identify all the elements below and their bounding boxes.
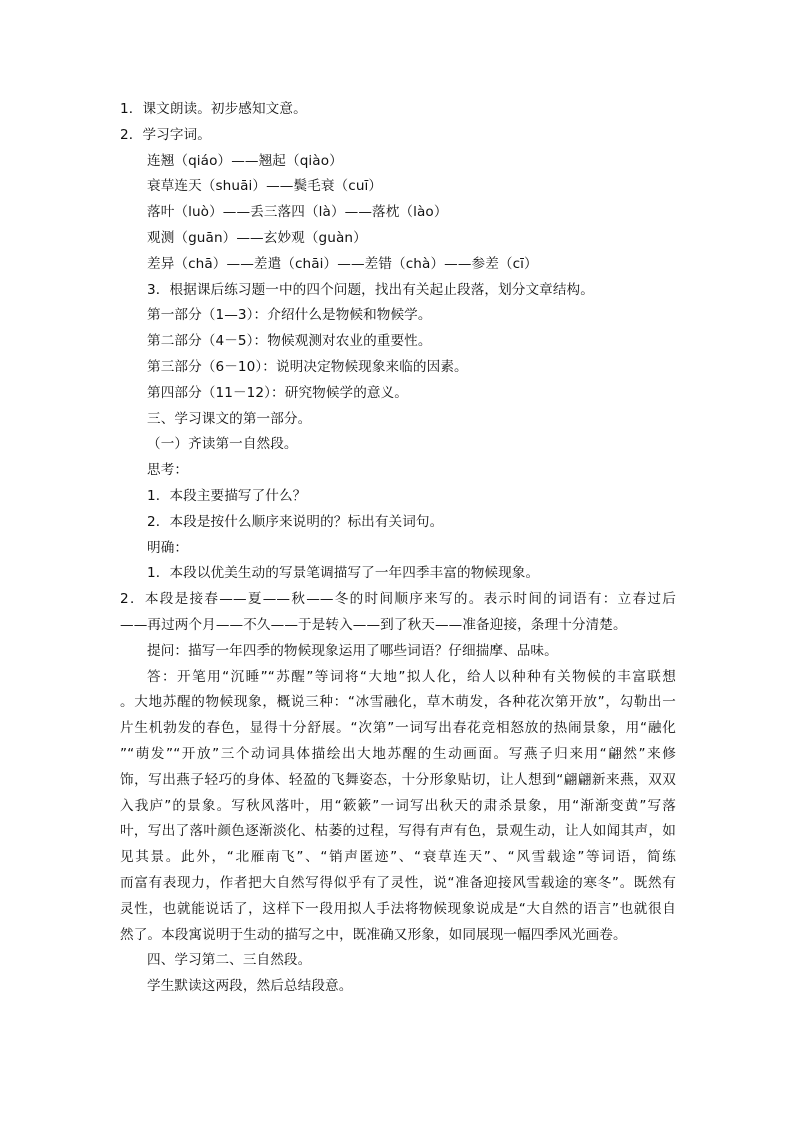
- text-line: 三、学习课文的第一部分。: [147, 410, 312, 427]
- text-line: 2．学习字词。: [120, 126, 211, 143]
- text-line: 第四部分（11－12）：研究物候学的意义。: [147, 384, 408, 401]
- text-line: 落叶（luò）——丢三落四（là）——落枕（lào）: [147, 204, 448, 221]
- text-line: 思考：: [147, 462, 189, 479]
- text-line: 1．本段主要描写了什么？: [147, 487, 307, 504]
- text-line: 四、学习第二、三自然段。: [147, 952, 312, 969]
- text-line: 入我庐”的景象。写秋风落叶，用“簌簌”一词写出秋天的肃杀景象，用“渐渐变黄”写落: [120, 797, 676, 814]
- text-line: 观测（guān）——玄妙观（guàn）: [147, 229, 367, 246]
- text-line: 片生机勃发的春色，显得十分舒展。“次第”一词写出春花竞相怒放的热闹景象，用“融化: [120, 720, 676, 737]
- text-line: 叶，写出了落叶颜色逐渐淡化、枯萎的过程，写得有声有色，景观生动，让人如闻其声，如: [120, 823, 676, 840]
- text-line: ——再过两个月——不久——于是转入——到了秋天——准备迎接，条理十分清楚。: [120, 616, 627, 633]
- text-line: 第二部分（4－5）：物候观测对农业的重要性。: [147, 333, 432, 350]
- text-line: 1．课文朗读。初步感知文意。: [120, 101, 307, 117]
- text-line: 学生默读这两段，然后总结段意。: [147, 978, 353, 995]
- text-line: 饰，写出燕子轻巧的身体、轻盈的飞舞姿态，十分形象贴切，让人想到“翩翩新来燕，双双: [120, 771, 676, 788]
- text-line: 1．本段以优美生动的写景笔调描写了一年四季丰富的物候现象。: [147, 565, 540, 582]
- text-line: 差异（chā）——差遣（chāi）——差错（chà）——参差（cī）: [147, 255, 538, 272]
- text-line: （一）齐读第一自然段。: [147, 436, 298, 453]
- text-line: 灵性，也就能说话了，这样下一段用拟人手法将物候现象说成是“大自然的语言”也就很自: [120, 900, 676, 917]
- text-line: 衰草连天（shuāi）——鬓毛衰（cuī）: [147, 178, 383, 195]
- text-line: 。大地苏醒的物候现象，概说三种：“冰雪融化，草木萌发，各种花次第开放”，勾勒出一: [120, 694, 676, 711]
- text-line: ”“萌发”“开放”三个动词具体描绘出大地苏醒的生动画面。写燕子归来用“翩然”来修: [120, 745, 676, 762]
- document-body: [120, 97, 676, 1000]
- text-line: 3．根据课后练习题一中的四个问题，找出有关起止段落，划分文章结构。: [147, 281, 594, 298]
- text-line: 2．本段是按什么顺序来说明的？标出有关词句。: [147, 513, 444, 530]
- text-line: 第三部分（6－10）：说明决定物候现象来临的因素。: [147, 358, 468, 375]
- text-line: 而富有表现力，作者把大自然写得似乎有了灵性，说“准备迎接风雪载途的寒冬”。既然有: [120, 874, 676, 891]
- text-line: 见其景。此外，“北雁南飞”、“销声匿迹”、“衰草连天”、“风雪载途”等词语，简练: [120, 849, 676, 866]
- text-line: 第一部分（1—3）：介绍什么是物候和物候学。: [147, 307, 432, 324]
- text-line: 提问：描写一年四季的物候现象运用了哪些词语？仔细揣摩、品味。: [147, 642, 558, 659]
- text-line: 然了。本段寓说明于生动的描写之中，既准确又形象，如同展现一幅四季风光画卷。: [120, 926, 627, 943]
- text-line: 明确：: [147, 539, 189, 556]
- text-line: 答：开笔用“沉睡”“苏醒”等词将“大地”拟人化，给人以种种有关物候的丰富联想: [147, 668, 676, 685]
- text-line: 2．本段是接春——夏——秋——冬的时间顺序来写的。表示时间的词语有：立春过后: [120, 591, 676, 608]
- text-line: 连翘（qiáo）——翘起（qiào）: [147, 152, 343, 169]
